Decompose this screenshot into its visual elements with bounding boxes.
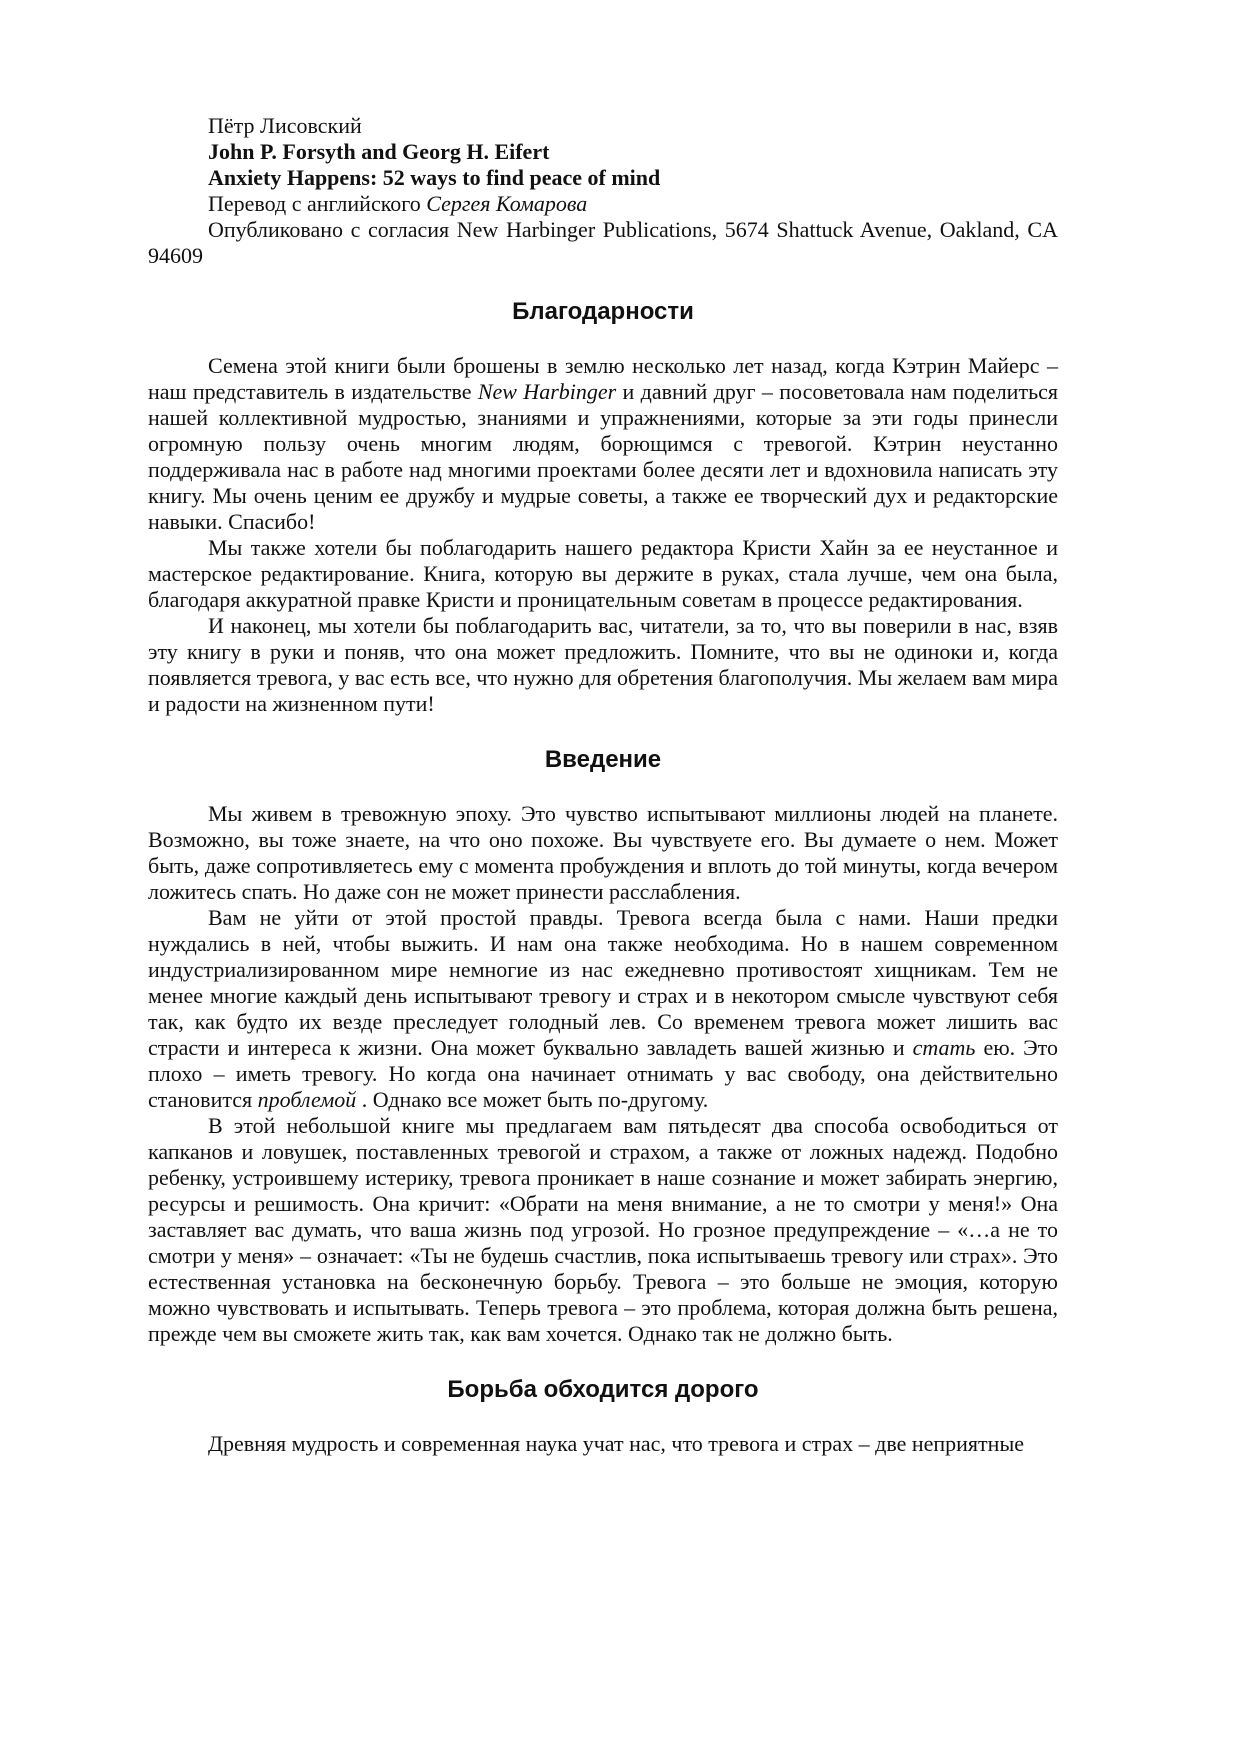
text-run: и давний друг – посоветовала нам поделиться нашей коллективной мудростью, знаниями и упражнениями, которые за эти годы принесли огромную пользу очень многим людям, борющимся с тревогой. Кэтрин неустанно поддерживала нас в работе над многими проектами более десяти лет и вдохновила написать эту книгу. Мы очень ценим ее дружбу и мудрые советы, а также ее творческий дух и редакторские навыки. Спасибо! [148, 379, 1058, 534]
acknowledgements-paragraph-2: Мы также хотели бы поблагодарить нашего редактора Кристи Хайн за ее неустанное и мастерское редактирование. Книга, которую вы держите в руках, стала лучше, чем она была, благодаря аккуратной правке Кристи и проницательным советам в процессе редактирования. [148, 535, 1058, 612]
publication-note: Опубликовано с согласия New Harbinger Publications, 5674 Shattuck Avenue, Oakland, CA 94609 [148, 217, 1058, 268]
document-page [148, 113, 1058, 1457]
introduction-paragraph-3: В этой небольшой книге мы предлагаем вам пятьдесят два способа освободиться от капканов и ловушек, поставленных тревогой и страхом, а также от ложных надежд. Подобно ребенку, устроившему истерику, тревога проникает в наше сознание и может забирать энергию, ресурсы и решимость. Она кричит: «Обрати на меня внимание, а не то смотри у меня!» Она заставляет вас думать, что ваша жизнь под угрозой. Но грозное предупреждение – «…а не то смотри у меня» – означает: «Ты не будешь счастлив, пока испытываешь тревогу или страх». Это естественная установка на бесконечную борьбу. Тревога – это больше не эмоция, которую можно чувствовать и испытывать. Теперь тревога – это проблема, которая должна быть решена, прежде чем вы сможете жить так, как вам хочется. Однако так не должно быть. [148, 1113, 1058, 1346]
introduction-paragraph-1: Мы живем в тревожную эпоху. Это чувство испытывают миллионы людей на планете. Возможно, вы тоже знаете, на что оно похоже. Вы чувствуете его. Вы думаете о нем. Может быть, даже сопротивляетесь ему с момента пробуждения и вплоть до той минуты, когда вечером ложитесь спать. Но даже сон не может принести расслабления. [148, 801, 1058, 904]
italic-run: стать [912, 1035, 976, 1060]
translator-italic: Сергея Комарова [426, 191, 588, 216]
introduction-heading: Введение [544, 746, 662, 773]
book-title: Anxiety Happens: 52 ways to find peace of mind [208, 165, 661, 190]
text-run: . Однако все может быть по-другому. [356, 1087, 709, 1112]
book-authors: John P. Forsyth and Georg H. Eifert [208, 139, 550, 164]
struggle-paragraph-1: Древняя мудрость и современная наука учат нас, что тревога и страх – две неприятные [208, 1431, 1024, 1456]
acknowledgements-paragraph-3: И наконец, мы хотели бы поблагодарить вас, читатели, за то, что вы поверили в нас, взяв эту книгу в руки и поняв, что она может предложить. Помните, что вы не одиноки и, когда появляется тревога, у вас есть все, что нужно для обретения благополучия. Мы желаем вам мира и радости на жизненном пути! [148, 613, 1058, 716]
translator-name: Пётр Лисовский [208, 113, 362, 138]
acknowledgements-paragraph-1 [148, 353, 1058, 535]
text-run: Вам не уйти от этой простой правды. Тревога всегда была с нами. Наши предки нуждались в ней, чтобы выжить. И нам она также необходима. Но в нашем современном индустриализированном мире немногие из нас ежедневно противостоят хищникам. Тем не менее многие каждый день испытывают тревогу и страх и в некотором смысле чувствуют себя так, как будто их везде преследует голодный лев. Со временем тревога может лишить вас страсти и интереса к жизни. Она может буквально завладеть вашей жизнью и [148, 905, 1058, 1060]
translation-prefix: Перевод с английского [208, 191, 427, 216]
text-run: Семена этой книги были брошены в землю несколько лет назад, когда Кэтрин Майерс – наш представитель в издательстве [148, 353, 1058, 404]
front-matter [148, 113, 1058, 269]
translation-credit [148, 191, 1058, 217]
acknowledgements-heading: Благодарности [512, 298, 694, 325]
italic-run: New Harbinger [477, 379, 617, 404]
introduction-paragraph-2 [148, 905, 1058, 1113]
italic-run: проблемой [257, 1087, 357, 1112]
text-run: ею. Это плохо – иметь тревогу. Но когда она начинает отнимать у вас свободу, она действительно становится [148, 1035, 1058, 1112]
struggle-heading: Борьба обходится дорого [447, 1376, 759, 1403]
